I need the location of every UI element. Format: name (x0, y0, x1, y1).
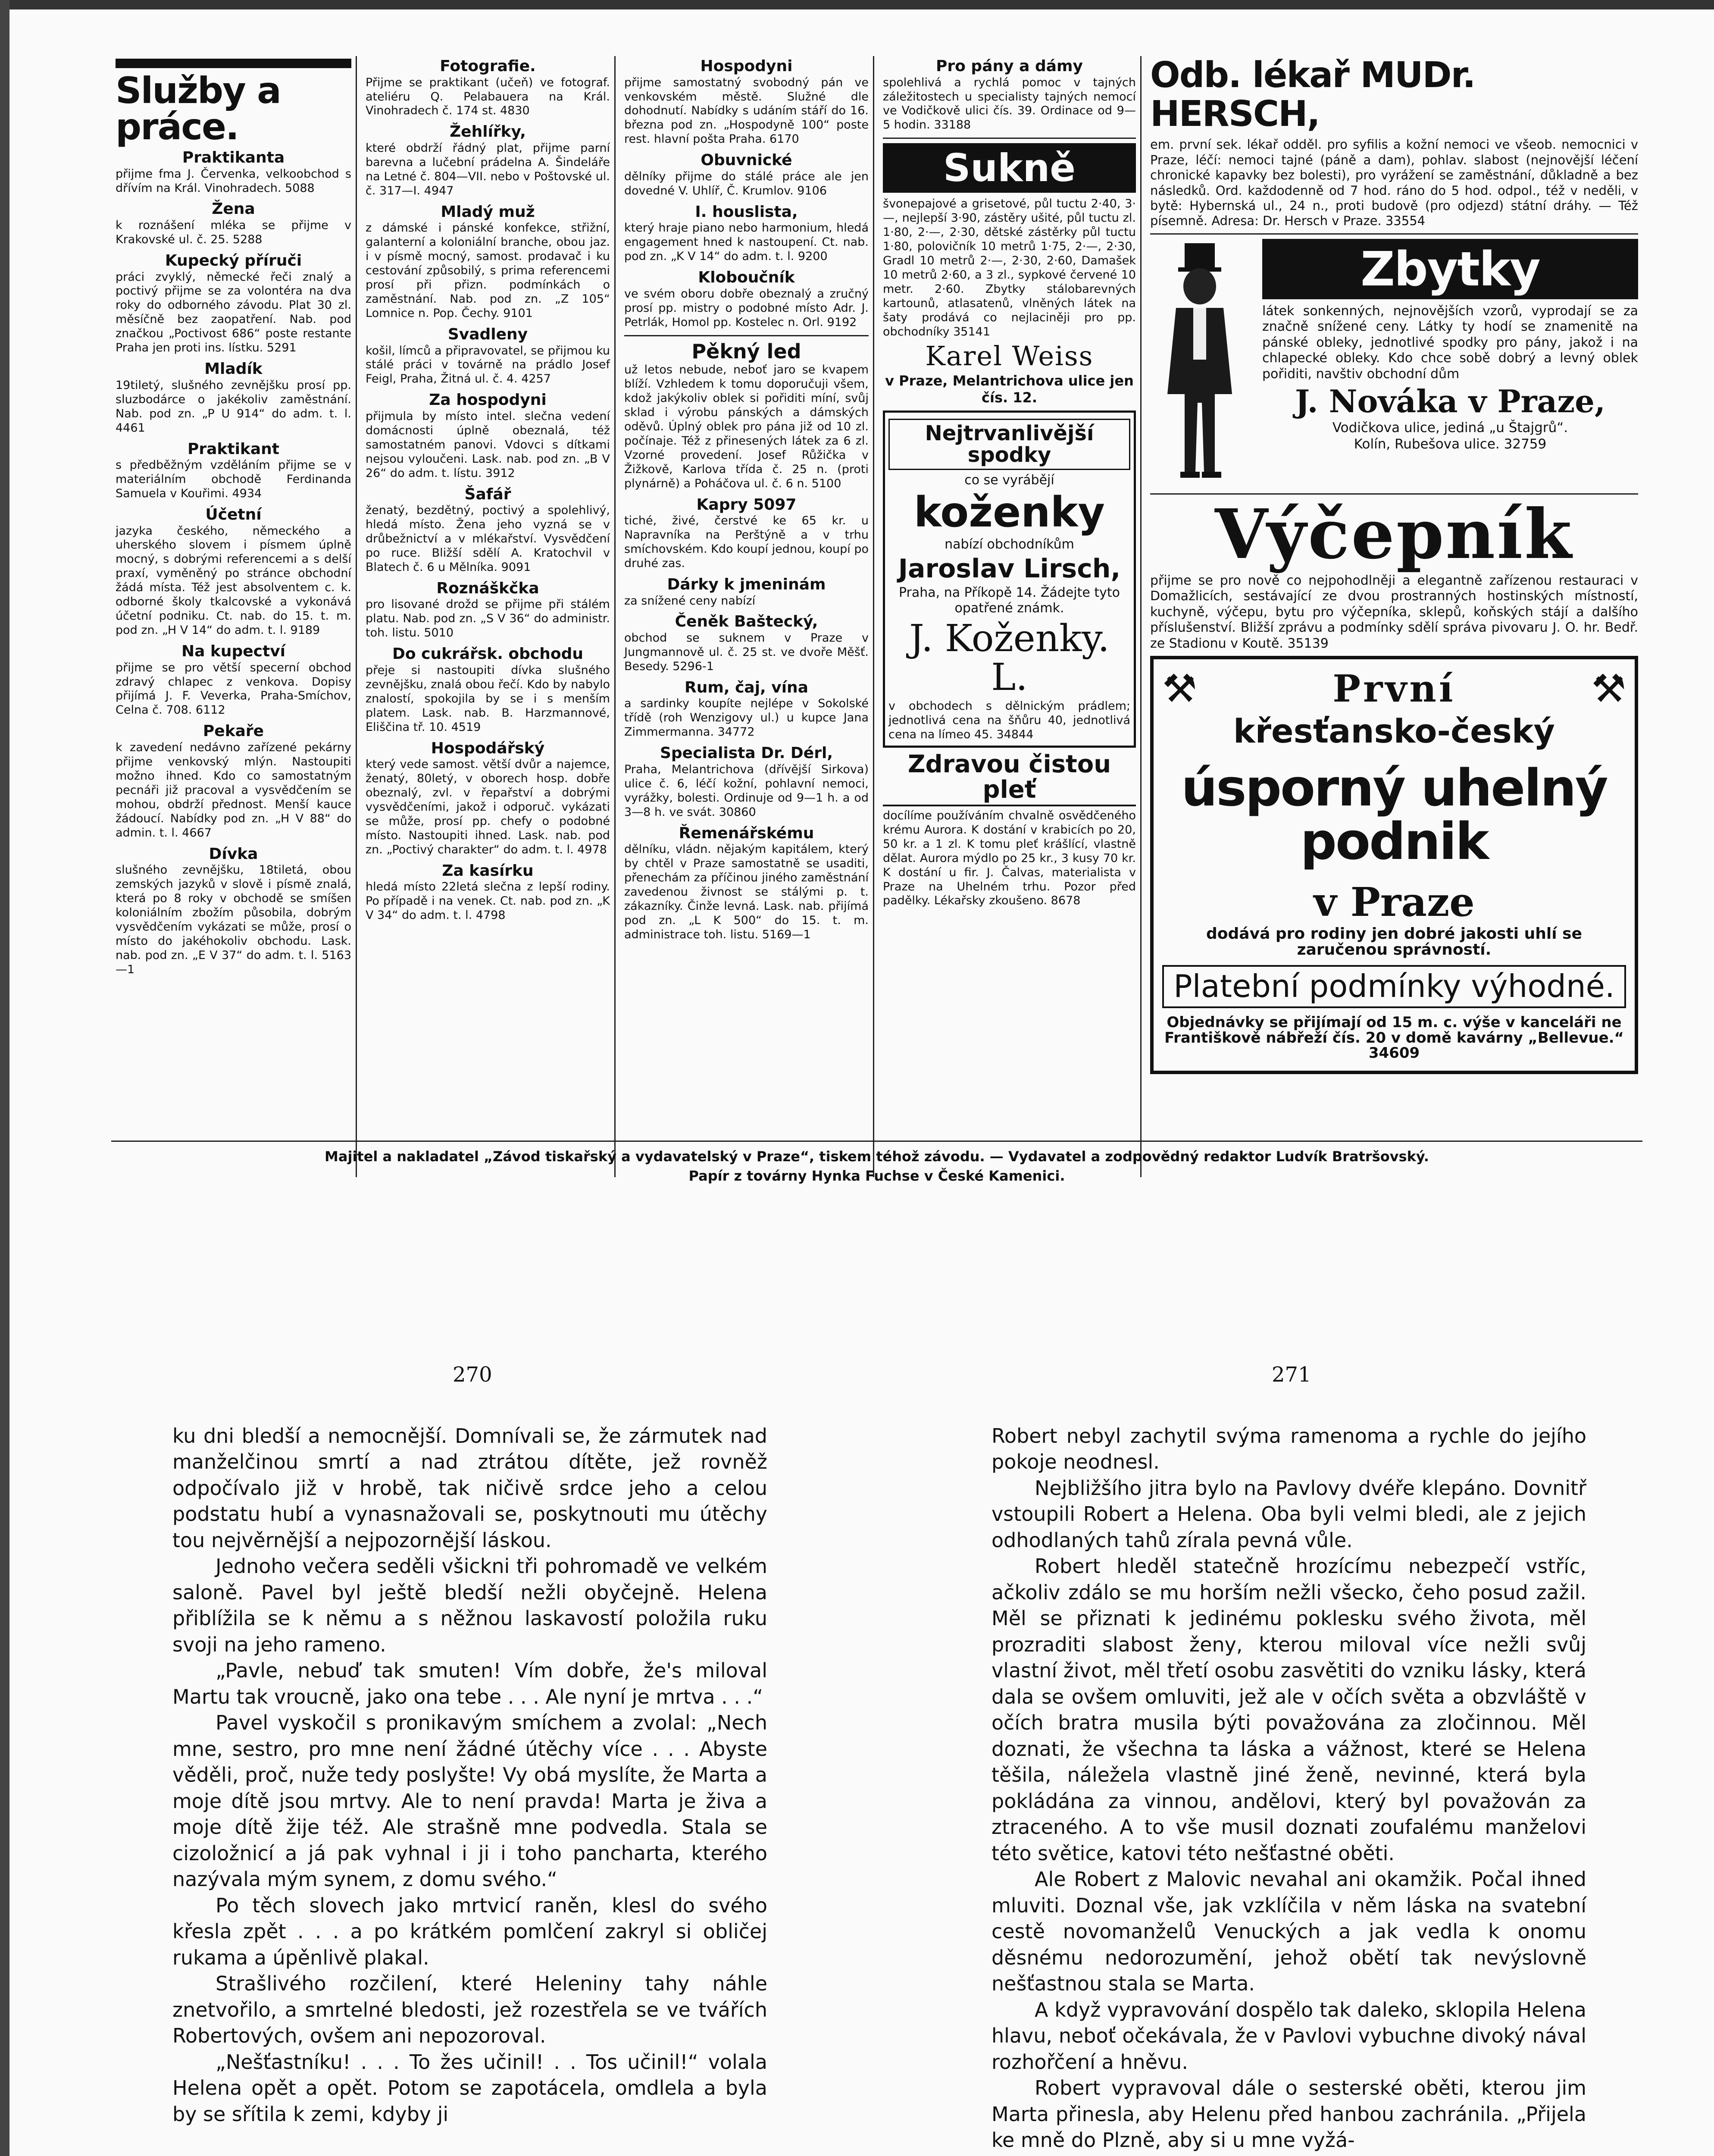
spodky-title: Nejtrvanlivější spodky (888, 419, 1130, 470)
paragraph: Robert hleděl statečně hrozícímu nebezpečí vstříc, ačkoliv zdálo se mu horším nežli všecko, čeho posud zažil. Měl se přiznati k jedinému poklesku svého života, měl prozraditi slabost ženy, kterou miloval více nežli svůj vlastní život, měl třetí osobu zasvětiti do vzniku lásky, která dala se ovšem omluviti, jež ale v očích světa a obzvláště v očích bratra musila býti považována za zločinnou. Měl doznati, že všechna ta láska a vážnost, které se Helena těšila, náležela vlastně jiné ženě, nevinné, která byla pokládána za vinnou, andělovi, který byl považován za ztraceného. A to vše musil doznati zoufalému manželovi této světice, katovi této nešťastné oběti. (991, 1554, 1586, 1865)
ad-text: přijmula by místo intel. slečna vedení domácnosti úplně obeznalá, též samostatném panovi. Vdovci s dítkami nejsou vyloučeni. Lask. nab. pod zn. „B V 26“ do adm. t. lístu. 3912 (366, 409, 610, 480)
paragraph: Ale Robert z Malovic nevahal ani okamžik. Počal ihned mluviti. Doznal vše, jak vzklíčila v něm láska na svatební cestě novomanželů Venuckých a jak vedla k onomu děsnému nedorozumění, jehož obětí tak nevýslovně nešťastnou stala se Marta. (991, 1868, 1586, 1996)
gentleman-figure-icon (1150, 239, 1249, 480)
ad-item (116, 149, 351, 195)
ad-item (624, 269, 869, 329)
novel-page-left (172, 1423, 767, 2127)
box-objednavky: Objednávky se přijímají od 15 m. c. výše v kanceláři ne Františkově nábřeží čís. 20 v domě kavárny „Bellevue.“ 34609 (1164, 1013, 1624, 1062)
ad-item (624, 152, 869, 198)
ad-text: spolehlivá a rychlá pomoc v tajných záležitostech u specialisty tajných nemocí ve Vodičkově ulici čís. 39. Ordinace od 9—5 hodin. 33188 (883, 75, 1136, 132)
ad-heading: Mladík (204, 360, 263, 378)
paragraph: ku dni bledší a nemocnější. Domnívali se, že zármutek nad manželčinou smrtí a nad ztrátou dítěte, jež rovněž odpočívalo již v hrobě, tak ničivě srdce jeho a celou podstatu hubí a vynasnažovali se, poskytnouti mu útěchy tou nejvěrnější a nejpozornější láskou. (172, 1424, 767, 1552)
ad-item (366, 580, 610, 640)
hammers-icon: ⚒ (1162, 666, 1197, 712)
ad-text: v obchodech s dělnickým prádlem; jednotlivá cena na šňůru 40, jednotlivá cena na límeo 45. 34844 (888, 699, 1130, 742)
page-number-left: 270 (453, 1363, 492, 1387)
ad-item (624, 204, 869, 264)
paragraph: Nejbližšího jitra bylo na Pavlovy dvéře klepáno. Dovnitř vstoupili Robert a Helena. Oba byli velmi bledi, ale z jejich odhodlaných tahů zírala pevná vůle. (991, 1476, 1586, 1552)
ad-heading: Pekaře (203, 722, 264, 740)
footer-rule (111, 1141, 1642, 1142)
paragraph: A když vypravování dospělo tak daleko, sklopila Helena hlavu, neboť očekávala, že v Pavlovi vybuchne divoký nával rozhořčení a hněvu. (991, 1998, 1586, 2074)
ad-item (624, 341, 869, 491)
ad-heading: Praktikanta (182, 149, 285, 166)
ad-text: za snížené ceny nabízí (624, 594, 756, 608)
ad-heading: Rum, čaj, vína (685, 678, 808, 696)
ad-text: přijme samostatný svobodný pán ve venkovském městě. Služné dle dohodnutí. Nabídky s udáním stáří do 16. března pod zn. „Hospodyně 100“ poste rest. hlavní pošta Praha. 6170 (624, 75, 869, 146)
ad-text: tiché, živé, čerstvé ke 65 kr. u Napravníka na Perštýně a v trhu smíchovském. Kdo koupí jednou, koupí po druhé zas. (624, 514, 869, 570)
ad-heading: Dárky k jmeninám (667, 575, 826, 593)
ad-text: obchod se suknem v Praze v Jungmannově ul. č. 25 st. ve dvoře Měšť. Besedy. 5296-1 (624, 631, 869, 673)
ad-column-4 (879, 56, 1142, 1177)
zbytky-text-block (1262, 239, 1638, 453)
ad-heading: Účetní (205, 505, 262, 523)
imprint-line-1: Majitel a nakladatel „Závod tiskařský a vydavatelský v Praze“, tiskem téhož závodu. — Vydavatel a zodpovědný redaktor Ludvík Bratršovský. (325, 1148, 1429, 1165)
ad-text: slušného zevnějšku, 18tiletá, obou zemských jazyků v slově i písmě znalá, která po 8 roky v obchodě se smíšen koloniálním zbožím působila, dobrým vysvědčením vykázati se může, prosí o místo do jakéhokoliv obchodu. Lask. nab. pod zn. „E V 37“ do adm. t. l. 5163—1 (116, 863, 351, 976)
ad-text: Přijme se praktikant (učeň) ve fotograf. ateliéru Q. Pelabauera na Král. Vinohradech č. 174 st. 4830 (366, 75, 610, 118)
uhelny-podnik-box (1150, 656, 1638, 1074)
paragraph: Robert vypravoval dále o sesterské oběti, kterou jim Marta přinesla, aby Helenu před hanbou zachránila. „Přijela ke mně do Plzně, aby si u mne vyžá- (991, 2076, 1586, 2152)
ad-heading: Za hospodyni (429, 391, 547, 409)
ad-item (624, 496, 869, 571)
zbytky-ad (1150, 239, 1638, 489)
ad-item (366, 740, 610, 857)
ad-text: z dámské i pánské konfekce, střižní, galanterní a koloniální branche, obou jaz. i v písmě mocný, samost. prodavač i ku cestování způsobilý, s prima referencemi prosí při přizn. podmínkách o zaměstnání. Nab. pod zn. „Z 105“ Lomnice n. Pop. Čechy. 9101 (366, 221, 610, 320)
ad-text: přijme se pro nově co nejpohodlněji a elegantně zařízenou restauraci v Domažlicích, sestávající ze dvou prostranných hostinských místností, kuchyně, výčepu, bytu pro výčepníka, sklepů, koňských stájí a dalšího příslušenství. Bližší zprávu a podmínky sdělí správa pivovaru J. O. hr. Bedř. ze Stadionu v Koutě. 35139 (1150, 573, 1638, 651)
ad-item (116, 723, 351, 840)
ad-item (116, 201, 351, 247)
ad-text: který vede samost. větší dvůr a najemce, ženatý, 80letý, v oborech hosp. dobře obeznalý, zvl. v řepařství a dobrými vysvědčeními, jakož i odporuč. vykázati se může, prosí pp. chefy o podobné místo. Nastoupiti ihned. Lask. nab. pod zn. „Poctivý charakter“ do adm. t. l. 4978 (366, 758, 610, 856)
ad-heading: Pěkný led (691, 339, 801, 363)
ad-item (624, 679, 869, 740)
ad-text: už letos nebude, neboť jaro se kvapem blíží. Vzhledem k tomu doporučuji všem, kdož jakýkoliv oblek si pořiditi míní, svůj sklad i výrobu pánských a dámských oděvů. Úplný oblek pro pána již od 10 zl. počínaje. Též z přinesených látek za 6 zl. Vzorné provedení. Josef Růžička v Žižkově, Karlova třída č. 25 n. (proti plynárně) a Poháčova ul. č. 6 n. 5100 (624, 363, 869, 490)
paragraph: Pavel vyskočil s pronikavým smíchem a zvolal: „Nech mne, sestro, pro mne není žádné útěchy více . . . Abyste věděli, proč, nuže tedy poslyšte! Vy obá myslíte, že Marta a moje dítě jsou mrtvy. Ale to není pravda! Marta je živa a moje dítě žije též. Ale strašně mne podvedla. Stala se cizoložnicí a já pak vyhnal i ji i toho pancharta, kterého nazývala mým synem, z domu svého.“ (172, 1711, 767, 1891)
ad-text: k zavedení nedávno zařízené pekárny přijme venkovský mlýn. Nastoupiti možno ihned. Kdo co samostatným pecnáři již pracoval a vysvědčením se mohou, obdrží přednost. Menší kauce žádoucí. Nabídky pod zn. „H V 88“ do admin. t. l. 4667 (116, 740, 351, 840)
vycepnik-title: Výčepník (1215, 494, 1573, 574)
ad-text: a sardinky koupíte nejlépe v Sokolské třídě (roh Wenzigovy ul.) u kupce Jana Zimmermanna. 34772 (624, 697, 869, 739)
plet-title: Zdravou čistou pleť (883, 752, 1136, 806)
zbytky-banner: Zbytky (1262, 239, 1638, 299)
novak-footer: Kolín, Rubešova ulice. 32759 (1354, 436, 1547, 452)
ad-item (366, 486, 610, 575)
advertisement-section (111, 56, 1642, 1177)
ad-text: 19tiletý, slušného zevnějšku prosí pp. sluzbodárce o jakékoliv zaměstnání. Nab. pod zn. „P U 914“ do adm. t. l. 4461 (116, 378, 351, 435)
ad-text: s předběžným vzděláním přijme se v materiálním obchodě Ferdinanda Samuela v Kouřimi. 4934 (116, 458, 351, 500)
ad-text: k roznášení mléka se přijme v Krakovské ul. č. 25. 5288 (116, 219, 351, 246)
ad-text: ve svém oboru dobře obeznalý a zručný prosí pp. mistry o podobné místo Adr. J. Petrlák, Homol pp. Kostelec n. Orl. 9192 (624, 287, 869, 329)
ad-text: pro lisované drožd se přijme při stálém platu. Nab. pod zn. „S V 36“ do administr. toh. listu. 5010 (366, 598, 610, 640)
lirsch-brand: J. Koženky. L. (909, 617, 1110, 699)
spodky-ad-box (883, 411, 1136, 748)
ad-column-5 (1146, 56, 1642, 1177)
box-usporny: úsporný uhelný podnik (1181, 758, 1607, 871)
ad-column-1 (111, 56, 357, 1177)
ad-text: přijme se pro větší specerní obchod zdravý chlapec z venkova. Dopisy přijímá J. F. Veverka, Praha-Smíchov, Celna č. 708. 6112 (116, 661, 351, 717)
ad-item (366, 392, 610, 480)
ad-heading: Fotografie. (440, 57, 536, 75)
ad-item (366, 862, 610, 923)
ad-heading: Praktikant (188, 440, 279, 458)
ad-heading: Kloboučník (698, 269, 795, 287)
ad-text: jazyka českého, německého a uherského slovem i písmem úplně mocný, s dobrými referencemi a s delší praxí, vyměněný po stránce obchodní žádá místa. Též jest absolventem c. k. odborné školy tkalcovské a vykonává účetní podniku. Ct. nab. do 15. t. m. pod zn. „H V 14“ do adm. t. l. 9189 (116, 524, 351, 637)
ad-item (366, 204, 610, 321)
ad-text: práci zvyklý, německé řeči znalý a poctivý přijme se za volontéra na dva roky do odborného závodu. Plat 30 zl. měsíčně bez zaopatření. Nab. pod značkou „Poctivost 686“ poste restante Praha jen proti ins. lístku. 5291 (116, 270, 351, 355)
ad-item (366, 326, 610, 386)
ad-heading: Pro pány a dámy (936, 57, 1083, 75)
box-krestansko: křesťansko-český (1233, 712, 1555, 751)
ad-item (116, 252, 351, 355)
ad-item (366, 58, 610, 118)
ad-text: docílíme používáním chvalně osvědčeného krému Aurora. K dostání v krabicích po 20, 50 kr. a 1 zl. K tomu pleť krášlící, vlastně dělat. Aurora mýdlo po 25 kr., 3 kusy 70 kr. K dostání u fir. J. Čalvas, materialista v Praze na Uhelném trhu. Pozor před padělky. Lékařsky zkoušeno. 8678 (883, 808, 1136, 908)
paragraph: „Nešťastníku! . . . To žes učinil! . . Tos učinil!“ volala Helena opět a opět. Potom se zapotácela, omdlela a byla by se sřítila k zemi, kdyby ji (172, 2050, 767, 2126)
spodky-sub: co se vyrábějí (964, 472, 1054, 488)
paragraph: „Pavle, nebuď tak smuten! Vím dobře, že's miloval Martu tak vroucně, jako ona tebe . . . Ale nyní je mrtva . . .“ (172, 1659, 767, 1708)
weiss-name: Karel Weiss (925, 340, 1094, 372)
ad-heading: I. houslista, (695, 203, 798, 221)
ad-text: které obdrží řádný plat, přijme parní barevna a lučební prádelna A. Šindeláře na Letné č. 804—VII. nebo v Poštovské ul. č. 317—I. 4947 (366, 141, 610, 197)
ad-heading: Obuvnické (701, 151, 792, 169)
box-dodava: dodává pro rodiny jen dobré jakosti uhlí se zaručenou správností. (1206, 924, 1582, 959)
ad-heading: Hospodyni (700, 57, 793, 75)
nabizi-text: nabízí obchodníkům (945, 537, 1074, 552)
section-title: Služby a práce. (116, 69, 281, 148)
hersch-title: Odb. lékař MUDr. HERSCH, (1150, 56, 1475, 135)
box-prvni: První (1332, 667, 1456, 711)
column-rule (116, 59, 351, 68)
prvni-row (1162, 666, 1626, 711)
ad-heading: Roznáškčka (436, 579, 539, 597)
ad-text: přijme fma J. Červenka, velkoobchod s dřívím na Král. Vinohradech. 5088 (116, 167, 351, 195)
ad-heading: Svadleny (447, 325, 528, 343)
separator (883, 138, 1136, 139)
ad-heading: Žena (212, 200, 255, 218)
ad-item (366, 123, 610, 198)
ad-text: em. první sek. lékař odděl. pro syfilis a kožní nemoci ve všeob. nemocnici v Praze, léčí: nemoci tajné (páně a dam), pohlav. slabost (nejnovější léčení chronické kapavky bez bolesti), pro vyrážení se zaměstnání, důkladně a bez následků. Ord. každodenně od 7 hod. ráno do 5 hod. odpol., též v neděli, v bytě: Hybernská ul., 24 n., proti budově (pro odjezd) státní dráhy. — Též písemně. Adresa: Dr. Hersch v Praze. 33554 (1150, 137, 1638, 229)
ad-text: který hraje piano nebo harmonium, hledá engagement hned k nastoupení. Ct. nab. pod zn. „K V 14“ do adm. t. l. 9200 (624, 221, 869, 263)
ad-text: ženatý, bezdětný, poctivý a spolehlivý, hledá místo. Žena jeho vyzná se v drůbežnictví a v mlékařství. Vysvědčení po ruce. Bližší sdělí A. Kratochvil v Blatech č. 6 u Mělníka. 9091 (366, 504, 610, 574)
ad-heading: Mladý muž (441, 203, 535, 221)
separator (624, 335, 869, 336)
ad-heading: Za kasírku (442, 862, 534, 880)
ad-item (883, 58, 1136, 132)
kozenky-title: koženky (914, 488, 1105, 537)
paragraph: Po těch slovech jako mrtvicí raněn, klesl do svého křesla zpět . . . a po krátkém pomlčení zakryl si obličej rukama a úpěnlivě plakal. (172, 1893, 767, 1969)
ad-item (624, 825, 869, 942)
ad-column-2 (361, 56, 616, 1177)
ad-text: přeje si nastoupiti dívka slušného zevnějšku, znalá obou řečí. Kdo by nabylo znalostí, spokojila by se i s menším platem. Lask. nab. B. Harzmannové, Eliščina tř. 10. 4519 (366, 663, 610, 734)
ad-item (116, 846, 351, 977)
imprint-footer (111, 1147, 1642, 1186)
lirsch-address: Praha, na Příkopě 14. Žádejte tyto opatřené známk. (898, 585, 1120, 616)
ad-text: hledá místo 22letá slečna z lepší rodiny. Po případě i na venek. Ct. nab. pod zn. „K V 34“ do adm. t. l. 4798 (366, 880, 610, 922)
ad-text: dělníky přijme do stálé práce ale jen dovedné V. Uhlíř, Č. Krumlov. 9106 (624, 169, 869, 197)
imprint-line-2: Papír z továrny Hynka Fuchse v České Kamenici. (688, 1167, 1065, 1184)
separator (1150, 233, 1638, 235)
ad-text: dělníku, vládn. nějakým kapitálem, který by chtěl v Praze samostatně se usaditi, přenechám za příčinou jiného zaměstnání zavedenou živnost se stálými p. t. zákazníky. Činže levná. Lask. nab. přijímá pod zn. „L K 500“ do 15. t. m. administrace toh. listu. 5169—1 (624, 843, 869, 941)
ad-heading: Žehlířky, (450, 123, 526, 141)
ad-heading: Na kupectví (181, 642, 286, 660)
ad-item (116, 506, 351, 638)
lirsch-name: Jaroslav Lirsch, (898, 553, 1121, 584)
weiss-address: v Praze, Melantrichova ulice jen čís. 12. (885, 372, 1134, 406)
ad-heading: Řemenářskému (679, 824, 814, 842)
ad-heading: Kupecký příruči (165, 251, 302, 270)
scan-edge-left (0, 0, 9, 2156)
ad-text: švonepajové a grisetové, půl tuctu 2·40, 3·—, nejlepší 3·90, zástěry ušité, půl tuctu zl. 1·80, 2·—, 2·30, dětské zástěrky půl tuctu 1·80, polovičník 10 metrů 1·75, 2·—, 2·30, Gradl 10 metrů 2·—, 2·30, 2·60, Damašek 10 metrů 2·60, a 3 zl., sypkové červené 10 metr. 2·60. Zbytky stálobarevných kartounů, atlasatenů, vlněných látek na šaty prodává co nejlaciněji pro pp. obchodníky 35141 (883, 197, 1136, 338)
scan-edge-top (0, 0, 1714, 9)
ad-item (624, 613, 869, 674)
page-number-right: 271 (1272, 1363, 1311, 1387)
ad-text: Praha, Melantrichova (dřívější Sirkova) ulice č. 6, léčí kožní, pohlavní nemoci, vyrážky, bolesti. Ordinuje od 9—1 h. a od 3—8 h. ve svát. 30860 (624, 762, 869, 819)
ad-text: košil, límců a připravovatel, se přijmou ku stálé práci v továrně na prádlo Josef Feigl, Praha, Žitná ul. č. 4. 4257 (366, 344, 610, 386)
ad-item (366, 646, 610, 734)
ad-column-3 (620, 56, 874, 1177)
box-platebni: Platební podmínky výhodné. (1162, 965, 1626, 1008)
box-v-praze: v Praze (1314, 879, 1475, 926)
ad-item (624, 745, 869, 819)
ad-item (116, 360, 351, 435)
ad-text: látek sonkenných, nejnovějších vzorů, vyprodají se za značně snížené ceny. Látky ty hodí se znamenitě na pánské obleky, jednotlivé spodky pro pány, jakož i na chlapecké obleky. Kdo chce sobě dobrý a levný oblek pořiditi, navštiv obchodní dům (1262, 303, 1638, 382)
paragraph: Strašlivého rozčilení, které Heleniny tahy náhle znetvořilo, a smrtelné bledosti, jež rozestřela se ve tvářích Robertových, ovšem ani nepozoroval. (172, 1972, 767, 2048)
ad-heading: Hospodářský (431, 739, 545, 757)
sukne-banner: Sukně (883, 143, 1136, 193)
paragraph: Robert nebyl zachytil svýma ramenoma a rychle do jejího pokoje neodnesl. (991, 1424, 1586, 1474)
ad-item (624, 58, 869, 147)
ad-heading: Do cukrářsk. obchodu (392, 645, 584, 663)
ad-item (116, 643, 351, 718)
ad-heading: Čeněk Baštecký, (675, 613, 818, 631)
novak-name: J. Nováka v Praze, (1295, 382, 1605, 420)
novel-page-right (991, 1423, 1586, 2153)
ad-heading: Specialista Dr. Dérl, (660, 744, 833, 762)
ad-heading: Dívka (209, 845, 258, 863)
paragraph: Jednoho večera seděli všickni tři pohromadě ve velkém saloně. Pavel byl ještě bledší nežli obyčejně. Helena přiblížila se k němu a s něžnou laskavostí položila ruku svoji na jeho rameno. (172, 1554, 767, 1656)
ad-heading: Kapry 5097 (696, 495, 797, 514)
ad-item (624, 576, 869, 608)
hammers-icon: ⚒ (1591, 666, 1626, 712)
ad-item (116, 441, 351, 501)
novak-address: Vodičkova ulice, jediná „u Štajgrů“. (1332, 420, 1568, 436)
ad-heading: Šafář (464, 485, 511, 503)
